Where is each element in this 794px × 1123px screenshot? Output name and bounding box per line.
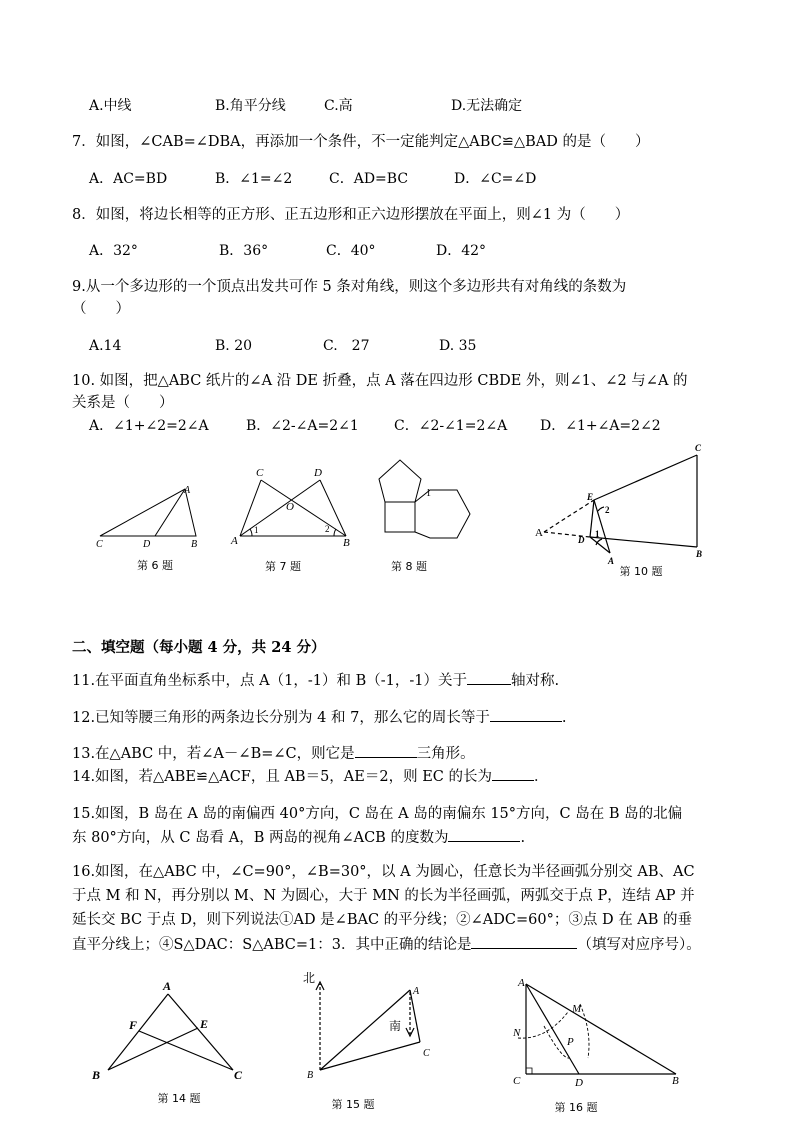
fig16-label-p: P	[567, 1036, 574, 1048]
fig16-label-n: N	[513, 1027, 521, 1039]
q8-option-a: A．32°	[89, 243, 138, 259]
q12-text-after: .	[561, 710, 567, 726]
q9-option-d: D. 35	[439, 338, 477, 354]
q6-option-a: A.中线	[89, 98, 132, 114]
fig6-triangle	[100, 489, 196, 536]
fig14-label-b: B	[92, 1068, 101, 1082]
q10-stem-continued: 关系是（ ）	[72, 395, 174, 411]
q13	[72, 743, 475, 764]
fig16-label-c: C	[513, 1075, 521, 1087]
q16-line-1: 16.如图，在△ABC 中，∠C=90°，∠B=30°，以 A 为圆心，任意长为半径画弧分别交 AB、AC	[72, 864, 695, 880]
figure-8	[373, 452, 493, 554]
figure-16-caption: 第 16 题	[554, 1101, 598, 1114]
fig10-label-e: E	[587, 492, 594, 502]
figure-15-caption: 第 15 题	[331, 1098, 375, 1111]
fig8-label-angle1: 1	[426, 488, 431, 499]
fig14-segment-be	[108, 1028, 198, 1070]
fig10-label-angle1: 1	[595, 529, 600, 539]
q10-option-b: B．∠2-∠A=2∠1	[246, 418, 359, 434]
fig16-label-m: M	[572, 1003, 582, 1015]
q8-option-c: C．40°	[326, 243, 376, 259]
q8-option-d: D．42°	[436, 243, 487, 259]
fig15-label-b: B	[307, 1070, 314, 1081]
fig10-label-a-folded: A	[608, 556, 615, 566]
q14-text-after: ．	[534, 769, 549, 785]
q9-option-b: B. 20	[215, 338, 253, 354]
fig15-label-south: 南	[389, 1019, 402, 1033]
q15-answer-blank[interactable]	[448, 827, 520, 842]
q7-option-a: A．AC=BD	[89, 171, 168, 187]
q11-answer-blank[interactable]	[467, 670, 511, 685]
fig10-segment-ce	[594, 455, 697, 500]
fig16-segment-ab	[526, 984, 676, 1074]
fig7-label-c: C	[256, 467, 264, 479]
figure-16	[506, 974, 696, 1090]
q16-line-4	[72, 934, 701, 955]
fig6-label-b: B	[191, 539, 198, 550]
q15-line-1: 15.如图，B 岛在 A 岛的南偏西 40°方向，C 岛在 A 岛的南偏东 15°方向，C 岛在 B 岛的北偏	[72, 806, 683, 822]
q12	[72, 707, 566, 728]
figure-8-caption: 第 8 题	[391, 560, 427, 573]
q12-text-before: 12.已知等腰三角形的两条边长分别为 4 和 7，那么它的周长等于	[72, 710, 490, 726]
fig6-label-d: D	[143, 539, 151, 550]
fig14-segment-cf	[139, 1031, 233, 1070]
figure-14-caption: 第 14 题	[157, 1092, 201, 1105]
q11	[72, 670, 559, 691]
q8-option-b: B．36°	[219, 243, 269, 259]
fig7-label-b: B	[343, 537, 350, 548]
q16-text-after: （填写对应序号）。	[577, 937, 701, 953]
fig15-label-c: C	[423, 1048, 430, 1059]
section-2-title: 二、填空题（每小题 4 分，共 24 分）	[72, 639, 326, 656]
q14-text-before: 14.如图，若△ABE≌△ACF，且 AB＝5，AE＝2，则 EC 的长为	[72, 769, 492, 785]
fig10-segment-de	[590, 500, 594, 537]
q9-stem-continued: （ ）	[72, 301, 130, 317]
q16-line-3: 延长交 BC 于点 D，则下列说法①AD 是∠BAC 的平分线；②∠ADC=60°；③点 D 在 AB 的垂	[72, 912, 693, 928]
q14-answer-blank[interactable]	[492, 766, 534, 781]
fig6-label-c: C	[96, 539, 103, 550]
fig15-label-a: A	[413, 986, 420, 997]
fig14-label-a: A	[163, 979, 172, 993]
q9-option-c: C. 27	[323, 338, 370, 354]
q15-text-before: 东 80°方向，从 C 岛看 A，B 两岛的视角∠ACB 的度数为	[72, 830, 449, 846]
fig10-label-b: B	[696, 549, 703, 559]
fig10-angle-2-arc	[598, 507, 604, 511]
fig16-label-a: A	[518, 977, 525, 989]
q13-answer-blank[interactable]	[355, 743, 417, 758]
fig10-label-angle2: 2	[605, 505, 610, 515]
fig8-hexagon	[415, 490, 470, 538]
fig14-label-f: F	[129, 1018, 138, 1032]
fig8-square	[385, 502, 415, 532]
fig14-segment-ac	[168, 994, 233, 1070]
figure-7	[228, 464, 358, 548]
fig10-dashed-ae	[544, 500, 594, 532]
fig7-angle-1-arc	[250, 529, 252, 536]
q9-stem: 9.从一个多边形的一个顶点出发共可作 5 条对角线，则这个多边形共有对角线的条数为	[72, 279, 627, 295]
q11-text-before: 11.在平面直角坐标系中，点 A（1，-1）和 B（-1，-1）关于	[72, 673, 468, 689]
fig14-segment-ab	[108, 994, 168, 1070]
q7-option-c: C．AD=BC	[329, 171, 409, 187]
q6-option-b: B.角平分线	[215, 98, 286, 114]
figure-10-caption: 第 10 题	[619, 565, 663, 578]
q14	[72, 766, 549, 787]
q8-stem: 8．如图，将边长相等的正方形、正五边形和正六边形摆放在平面上，则∠1 为（ ）	[72, 207, 630, 223]
q15-text-after: .	[520, 830, 526, 846]
fig8-pentagon	[379, 460, 421, 502]
q6-option-d: D.无法确定	[451, 98, 523, 114]
fig6-label-a: A	[184, 485, 191, 496]
q12-answer-blank[interactable]	[490, 707, 562, 722]
fig7-label-angle1: 1	[254, 525, 259, 535]
fig10-label-d: D	[578, 535, 585, 545]
fig7-label-o: O	[286, 501, 294, 513]
q7-stem: 7．如图，∠CAB=∠DBA，再添加一个条件，不一定能判定△ABC≌△BAD 的是（ ）	[72, 134, 650, 150]
q11-text-after: 轴对称.	[511, 673, 560, 689]
figure-6-caption: 第 6 题	[137, 559, 173, 572]
fig15-label-north: 北	[303, 971, 316, 985]
fig7-segment-da	[240, 480, 320, 536]
fig7-label-a: A	[231, 535, 238, 547]
fig7-label-d: D	[314, 467, 322, 479]
figure-7-caption: 第 7 题	[265, 560, 301, 573]
q9-option-a: A.14	[89, 338, 122, 354]
figure-10	[532, 441, 717, 566]
q10-option-a: A．∠1+∠2=2∠A	[89, 418, 209, 434]
fig14-label-e: E	[200, 1017, 209, 1031]
fig16-label-d: D	[575, 1077, 583, 1089]
q13-text-before: 13.在△ABC 中，若∠A－∠B=∠C，则它是	[72, 746, 355, 762]
q10-option-c: C．∠2-∠1=2∠A	[394, 418, 508, 434]
figure-14	[88, 978, 258, 1088]
fig16-segment-ad	[526, 984, 579, 1074]
fig16-right-angle-mark	[526, 1068, 532, 1074]
figure-6	[90, 478, 210, 550]
fig16-label-b: B	[672, 1075, 679, 1087]
fig10-label-a: A	[535, 527, 543, 539]
q16-line-2: 于点 M 和 N，再分别以 M、N 为圆心，大于 MN 的长为半径画弧，两弧交于点 P，连结 AP 并	[72, 888, 695, 904]
q10-option-d: D．∠1+∠A=2∠2	[540, 418, 661, 434]
fig14-label-c: C	[234, 1068, 243, 1082]
q6-option-c: C.高	[324, 98, 353, 114]
figure-15	[298, 966, 448, 1088]
fig10-label-c: C	[695, 443, 702, 453]
q16-text-before: 直平分线上；④S△DAC：S△ABC=1：3．其中正确的结论是	[72, 937, 472, 953]
fig16-arc-center-n	[580, 1004, 589, 1058]
q10-stem: 10. 如图，把△ABC 纸片的∠A 沿 DE 折叠，点 A 落在四边形 CBDE 外，则∠1、∠2 与∠A 的	[72, 373, 688, 389]
q7-option-b: B．∠1=∠2	[215, 171, 293, 187]
q13-text-after: 三角形。	[416, 746, 475, 762]
q16-answer-blank[interactable]	[471, 934, 577, 949]
fig6-segment-ad	[155, 489, 185, 536]
q15-line-2	[72, 827, 525, 848]
q7-option-d: D．∠C=∠D	[454, 171, 537, 187]
fig7-label-angle2: 2	[325, 524, 330, 534]
fig7-angle-2-arc	[334, 529, 336, 536]
